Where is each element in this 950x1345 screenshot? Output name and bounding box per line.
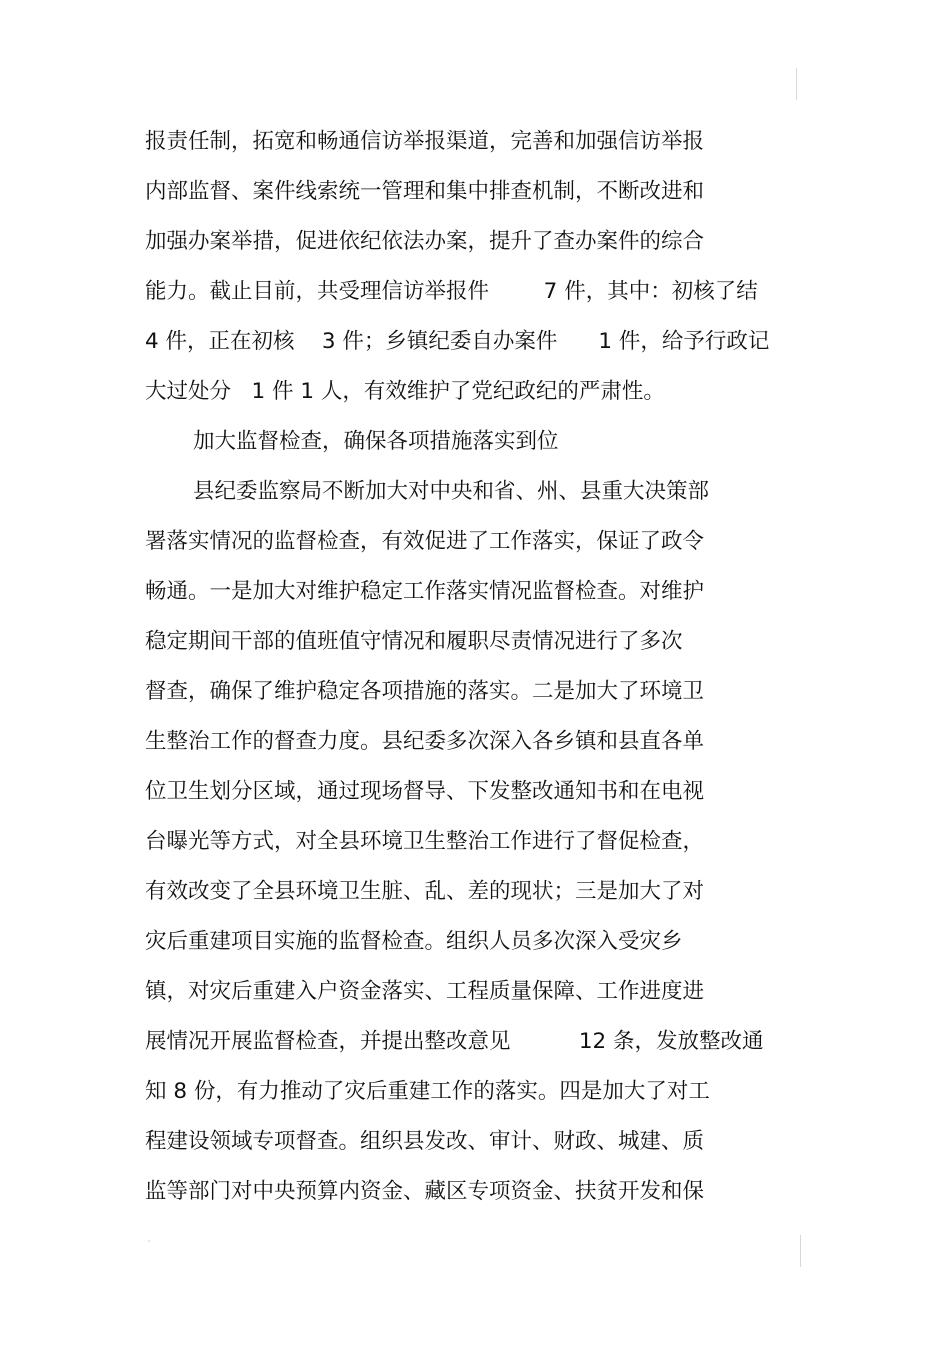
text-line: 报责任制，拓宽和畅通信访举报渠道，完善和加强信访举报 bbox=[145, 129, 705, 154]
text-line: 镇，对灾后重建入户资金落实、工程质量保障、工作进度进 bbox=[145, 979, 705, 1004]
text-line: 能力。截止目前，共受理信访举报件 7 件，其中：初核了结 bbox=[145, 279, 758, 304]
text-line: 位卫生划分区域，通过现场督导、下发整改通知书和在电视 bbox=[145, 779, 705, 804]
text-line: 生整治工作的督查力度。县纪委多次深入各乡镇和县直各单 bbox=[145, 729, 705, 754]
text-line: 内部监督、案件线索统一管理和集中排查机制，不断改进和 bbox=[145, 179, 705, 204]
text-line: 畅通。一是加大对维护稳定工作落实情况监督检查。对维护 bbox=[145, 579, 705, 604]
text-line: 县纪委监察局不断加大对中央和省、州、县重大决策部 bbox=[193, 479, 710, 504]
section-heading: 加大监督检查，确保各项措施落实到位 bbox=[193, 429, 559, 454]
text-line: 知 8 份，有力推动了灾后重建工作的落实。四是加大了对工 bbox=[145, 1079, 710, 1104]
text-line: 台曝光等方式，对全县环境卫生整治工作进行了督促检查， bbox=[145, 829, 705, 854]
text-line: 加强办案举措，促进依纪依法办案，提升了查办案件的综合 bbox=[145, 229, 705, 254]
text-line: 稳定期间干部的值班值守情况和履职尽责情况进行了多次 bbox=[145, 629, 683, 654]
text-line: 监等部门对中央预算内资金、藏区专项资金、扶贫开发和保 bbox=[145, 1179, 705, 1204]
text-line: 程建设领域专项督查。组织县发改、审计、财政、城建、质 bbox=[145, 1129, 705, 1154]
text-line: 4 件，正在初核 3 件；乡镇纪委自办案件 1 件，给予行政记 bbox=[145, 329, 770, 354]
text-line: 署落实情况的监督检查，有效促进了工作落实，保证了政令 bbox=[145, 529, 705, 554]
text-line: 大过处分 1 件 1 人，有效维护了党纪政纪的严肃性。 bbox=[145, 379, 665, 404]
text-line: 有效改变了全县环境卫生脏、乱、差的现状；三是加大了对 bbox=[145, 879, 705, 904]
text-line: 展情况开展监督检查，并提出整改意见 12 条，发放整改通 bbox=[145, 1029, 764, 1054]
text-line: 灾后重建项目实施的监督检查。组织人员多次深入受灾乡 bbox=[145, 929, 683, 954]
text-line: 督查，确保了维护稳定各项措施的落实。二是加大了环境卫 bbox=[145, 679, 705, 704]
